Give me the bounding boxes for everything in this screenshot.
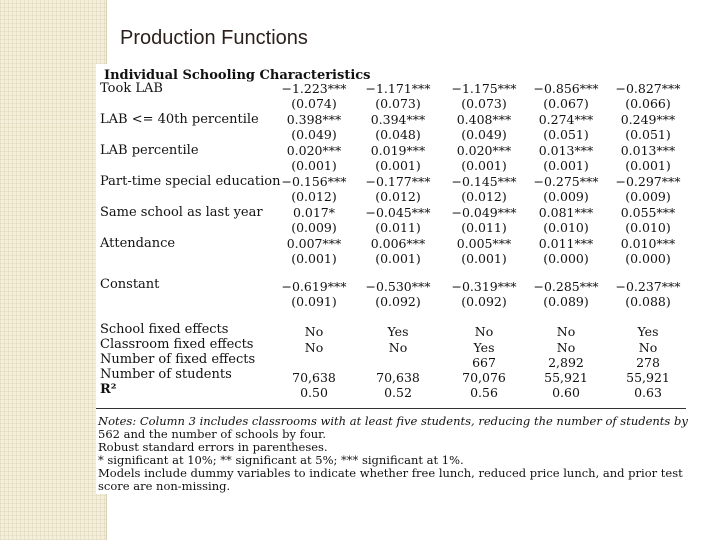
se-cell: (0.009) bbox=[625, 189, 671, 204]
fe-cell: No bbox=[556, 324, 576, 339]
fe-cell: Yes bbox=[387, 324, 409, 339]
row-label: Number of students bbox=[100, 367, 232, 382]
table-note: score are non-missing. bbox=[98, 479, 231, 493]
row-label: Part-time special education bbox=[100, 174, 281, 189]
se-cell: (0.000) bbox=[543, 251, 589, 266]
coef-cell: −0.827*** bbox=[615, 81, 681, 96]
fe-cell: 278 bbox=[636, 355, 660, 370]
coef-cell: 0.055*** bbox=[620, 205, 676, 220]
coef-cell: 0.020*** bbox=[286, 143, 342, 158]
row-label: R² bbox=[100, 382, 117, 397]
se-cell: (0.048) bbox=[375, 127, 421, 142]
coef-cell: 0.408*** bbox=[456, 112, 512, 127]
se-cell: (0.091) bbox=[291, 294, 337, 309]
fe-cell: No bbox=[388, 340, 408, 355]
coef-cell: 0.017* bbox=[292, 205, 336, 220]
coef-cell: 0.019*** bbox=[370, 143, 426, 158]
se-cell: (0.001) bbox=[375, 251, 421, 266]
se-cell: (0.010) bbox=[543, 220, 589, 235]
coef-cell: 0.020*** bbox=[456, 143, 512, 158]
se-cell: (0.001) bbox=[625, 158, 671, 173]
coef-cell: 0.394*** bbox=[370, 112, 426, 127]
coef-cell: 0.274*** bbox=[538, 112, 594, 127]
se-cell: (0.074) bbox=[291, 96, 337, 111]
se-cell: (0.049) bbox=[461, 127, 507, 142]
coef-cell: 0.006*** bbox=[370, 236, 426, 251]
fe-cell: No bbox=[304, 324, 324, 339]
coef-cell: 0.005*** bbox=[456, 236, 512, 251]
row-label: Classroom fixed effects bbox=[100, 337, 254, 352]
se-cell: (0.010) bbox=[625, 220, 671, 235]
se-cell: (0.001) bbox=[461, 251, 507, 266]
coef-cell: −1.171*** bbox=[365, 81, 431, 96]
coef-cell: 0.010*** bbox=[620, 236, 676, 251]
coef-cell: −0.275*** bbox=[533, 174, 599, 189]
row-label: Same school as last year bbox=[100, 205, 263, 220]
fe-cell: 0.52 bbox=[384, 385, 412, 400]
row-label: LAB percentile bbox=[100, 143, 199, 158]
regression-table bbox=[96, 64, 692, 494]
coef-cell: 0.081*** bbox=[538, 205, 594, 220]
fe-cell: 667 bbox=[472, 355, 496, 370]
coef-cell: −0.530*** bbox=[365, 279, 431, 294]
se-cell: (0.092) bbox=[375, 294, 421, 309]
fe-cell: 2,892 bbox=[548, 355, 584, 370]
se-cell: (0.073) bbox=[461, 96, 507, 111]
coef-cell: −0.237*** bbox=[615, 279, 681, 294]
fe-cell: No bbox=[474, 324, 494, 339]
coef-cell: 0.007*** bbox=[286, 236, 342, 251]
se-cell: (0.051) bbox=[625, 127, 671, 142]
se-cell: (0.089) bbox=[543, 294, 589, 309]
se-cell: (0.000) bbox=[625, 251, 671, 266]
se-cell: (0.009) bbox=[291, 220, 337, 235]
coef-cell: −0.049*** bbox=[451, 205, 517, 220]
fe-cell: 55,921 bbox=[544, 370, 588, 385]
coef-cell: −0.319*** bbox=[451, 279, 517, 294]
row-label: LAB <= 40th percentile bbox=[100, 112, 259, 127]
table-note: Robust standard errors in parentheses. bbox=[98, 440, 328, 454]
fe-cell: Yes bbox=[473, 340, 495, 355]
fe-cell: No bbox=[638, 340, 658, 355]
row-label: Number of fixed effects bbox=[100, 352, 256, 367]
se-cell: (0.001) bbox=[291, 158, 337, 173]
coef-cell: −0.145*** bbox=[451, 174, 517, 189]
row-label: Constant bbox=[100, 277, 160, 292]
se-cell: (0.001) bbox=[291, 251, 337, 266]
table-note: Models include dummy variables to indicate whether free lunch, reduced price lunch, and prior test bbox=[98, 466, 683, 480]
coef-cell: −0.619*** bbox=[281, 279, 347, 294]
se-cell: (0.049) bbox=[291, 127, 337, 142]
coef-cell: 0.013*** bbox=[538, 143, 594, 158]
coef-cell: 0.013*** bbox=[620, 143, 676, 158]
fe-cell: 0.60 bbox=[552, 385, 580, 400]
table-note: Notes: Column 3 includes classrooms with at least five students, reducing the number of students by bbox=[98, 414, 688, 428]
table-note: 562 and the number of schools by four. bbox=[98, 427, 327, 441]
se-cell: (0.011) bbox=[375, 220, 421, 235]
fe-cell: Yes bbox=[637, 324, 659, 339]
fe-cell: 0.63 bbox=[634, 385, 662, 400]
se-cell: (0.012) bbox=[461, 189, 507, 204]
fe-cell: 0.50 bbox=[300, 385, 328, 400]
se-cell: (0.067) bbox=[543, 96, 589, 111]
se-cell: (0.051) bbox=[543, 127, 589, 142]
coef-cell: 0.249*** bbox=[620, 112, 676, 127]
coef-cell: −0.285*** bbox=[533, 279, 599, 294]
coef-cell: −1.175*** bbox=[451, 81, 517, 96]
se-cell: (0.001) bbox=[461, 158, 507, 173]
table-rule bbox=[96, 408, 686, 409]
section-header: Individual Schooling Characteristics bbox=[104, 68, 371, 83]
se-cell: (0.001) bbox=[543, 158, 589, 173]
table-note: * significant at 10%; ** significant at 5%; *** significant at 1%. bbox=[98, 453, 464, 467]
coef-cell: −0.156*** bbox=[281, 174, 347, 189]
se-cell: (0.073) bbox=[375, 96, 421, 111]
se-cell: (0.009) bbox=[543, 189, 589, 204]
se-cell: (0.088) bbox=[625, 294, 671, 309]
coef-cell: −1.223*** bbox=[281, 81, 347, 96]
fe-cell: 70,076 bbox=[462, 370, 506, 385]
se-cell: (0.066) bbox=[625, 96, 671, 111]
se-cell: (0.012) bbox=[291, 189, 337, 204]
fe-cell: No bbox=[556, 340, 576, 355]
se-cell: (0.011) bbox=[461, 220, 507, 235]
fe-cell: 0.56 bbox=[470, 385, 498, 400]
fe-cell: No bbox=[304, 340, 324, 355]
fe-cell: 70,638 bbox=[292, 370, 336, 385]
se-cell: (0.092) bbox=[461, 294, 507, 309]
fe-cell: 70,638 bbox=[376, 370, 420, 385]
coef-cell: 0.398*** bbox=[286, 112, 342, 127]
coef-cell: −0.297*** bbox=[615, 174, 681, 189]
row-label: Attendance bbox=[100, 236, 176, 251]
coef-cell: 0.011*** bbox=[538, 236, 594, 251]
decorative-sidebar bbox=[0, 0, 106, 540]
coef-cell: −0.177*** bbox=[365, 174, 431, 189]
se-cell: (0.012) bbox=[375, 189, 421, 204]
coef-cell: −0.045*** bbox=[365, 205, 431, 220]
slide-title: Production Functions bbox=[120, 27, 308, 49]
se-cell: (0.001) bbox=[375, 158, 421, 173]
fe-cell: 55,921 bbox=[626, 370, 670, 385]
coef-cell: −0.856*** bbox=[533, 81, 599, 96]
row-label: School fixed effects bbox=[100, 322, 229, 337]
row-label: Took LAB bbox=[100, 81, 163, 96]
